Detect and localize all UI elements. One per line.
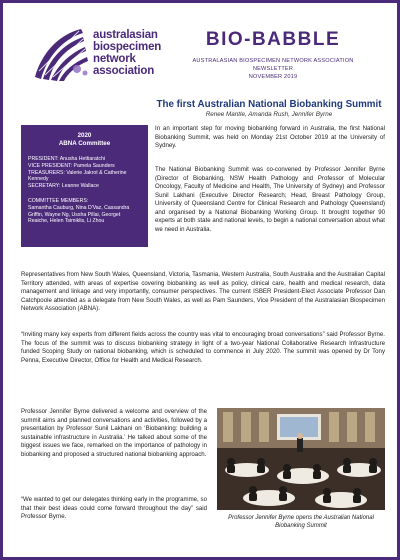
logo-line-2: biospecimen: [93, 41, 162, 53]
paragraph-4: “Inviting many key experts from different fields across the country was vital to encouraging broad conversations” said Professor Byrne. The focus of the summit was to discuss biobanking strategy in light of a two-year National Collaborative Research Infrastructure funded Scoping Study on national biobanking, which is scheduled to commence in July 2020. The summit was opened by Dr Tony Penna, Executive Director, Office for Health and Medical Research.: [21, 331, 385, 364]
committee-year: 2020: [77, 132, 92, 139]
logo-line-1: australasian: [93, 29, 158, 41]
committee-officers: [28, 156, 141, 190]
officer-president: PRESIDENT: Anusha Hettiaratchi: [28, 156, 105, 162]
logo-line-4: association: [93, 65, 155, 77]
members-label: COMMITTEE MEMBERS:: [28, 197, 89, 204]
masthead: [173, 29, 373, 81]
summit-photo: [217, 408, 385, 510]
conference-room-image: [217, 408, 385, 510]
masthead-org: AUSTRALASIAN BIOSPECIMEN NETWORK ASSOCIATION: [192, 58, 354, 64]
article-title: The first Australian National Biobanking Summit: [156, 99, 382, 110]
paragraph-3: Representatives from New South Wales, Queensland, Victoria, Tasmania, Western Australia, South Australia and the Australian Capital Territory attended, with areas of expertise covering biobanking as well as policy, clinical care, health and medical research, data management and linkage and very importantly, consumer perspectives. The current ISBER President-Elect Associate Professor Dan Catchpoole attended as a delegate from New South Wales, as well as Pam Saunders, Vice President of the Australasian Biospecimen Network Association (ABNA).: [21, 271, 385, 312]
committee-sidebar: [21, 125, 148, 247]
masthead-date: NOVEMBER 2019: [248, 74, 298, 80]
members-list: Samantha Cauburg, Nina D'Vaz, Cassandra Griffin, Wayne Ng, Ussha Pillai, Georget Reaiche, Helen Tsimiklis, Li Zhou: [28, 204, 130, 225]
committee-title: ABNA Committee: [58, 140, 111, 147]
newsletter-title: BIO-BABBLE: [205, 29, 341, 50]
abna-logo: [31, 25, 161, 85]
committee-members: [28, 198, 141, 225]
paragraph-2: The National Biobanking Summit was co-convened by Professor Jennifer Byrne (Director of Biobanking, NSW Health Pathology and Professor of Molecular Oncology, Faculty of Medicine and Health, The University of Sydney) and Professor Sunil Lakhani (Executive Director Research; Head, Breast Pathology Group, University of Queensland Centre for Clinical Research and Pathology Queensland) and organised by a National Biobanking Working Group. It brought together 90 experts at both state and national levels, to begin a national conversation about what we need in Australia.: [155, 166, 385, 233]
officer-treasurers: TREASURERS: Valerie Jakrot & Catherine Kennedy: [28, 169, 127, 183]
paragraph-1: In an important step for moving biobanking forward in Australia, the first National Biobanking Summit, was held on Monday 21st October 2019 at the University of Sydney.: [155, 125, 385, 149]
article-authors: Renee Mantle, Amanda Rush, Jennifer Byrne: [205, 111, 333, 118]
logo-wordmark: [93, 29, 161, 77]
article-heading: [153, 99, 385, 118]
masthead-subtitle: [173, 57, 373, 81]
paragraph-5: Professor Jennifer Byrne delivered a welcome and overview of the summit aims and planned conversations and activities, followed by a presentation by Professor Sunil Lakhani on ‘Biobanking: building a sustainable infrastructure in Australia.’ He talked about some of the biggest issues we face, remarked on the importance of pathology in biobanking and proposed a structured national biobanking approach.: [21, 408, 207, 458]
logo-mark-icon: [31, 25, 93, 85]
photo-caption: Professor Jennifer Byrne opens the Australian National Biobanking Summit: [228, 515, 374, 529]
officer-vice-president: VICE PRESIDENT: Pamela Saunders: [28, 162, 115, 169]
masthead-label: NEWSLETTER: [252, 66, 294, 72]
paragraph-6: “We wanted to get our delegates thinking early in the programme, so that their best ideas could come forward throughout the day” said Professor Byrne.: [21, 496, 207, 520]
committee-heading: [28, 132, 141, 148]
officer-secretary: SECRETARY: Leanne Wallace: [28, 183, 99, 190]
logo-line-3: network: [93, 53, 136, 65]
